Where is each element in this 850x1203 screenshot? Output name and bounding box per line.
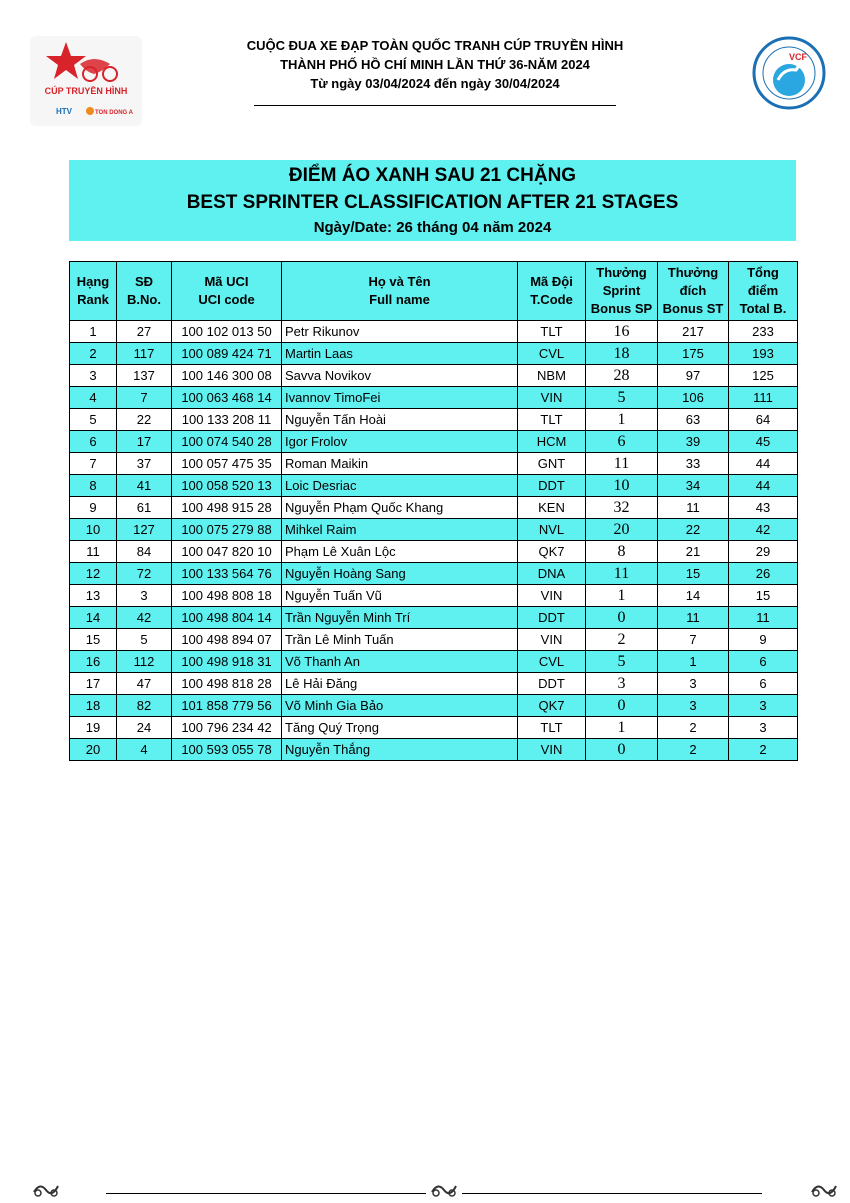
- column-header-full-name: [282, 262, 518, 321]
- bonus-sprint-cell: 18: [586, 343, 658, 365]
- total-cell: 233: [729, 321, 798, 343]
- event-title-line2: THÀNH PHỐ HỒ CHÍ MINH LẦN THỨ 36-NĂM 2024: [280, 57, 590, 72]
- rank-cell: 13: [70, 585, 117, 607]
- total-cell: 6: [729, 651, 798, 673]
- bonus-stage-cell: 7: [658, 629, 729, 651]
- rank-cell: 1: [70, 321, 117, 343]
- uci-code-cell: 100 058 520 13: [172, 475, 282, 497]
- bonus-sprint-cell: 1: [586, 409, 658, 431]
- column-header-line: Tổng: [747, 265, 779, 280]
- column-header-line: Bonus ST: [662, 301, 724, 316]
- bonus-stage-cell: 22: [658, 519, 729, 541]
- name-cell: Savva Novikov: [282, 365, 518, 387]
- bib-cell: 5: [117, 629, 172, 651]
- name-cell: Nguyễn Tuấn Vũ: [282, 585, 518, 607]
- bib-cell: 42: [117, 607, 172, 629]
- bib-cell: 24: [117, 717, 172, 739]
- table-row: [70, 629, 798, 651]
- bonus-sprint-cell: 1: [586, 585, 658, 607]
- total-cell: 9: [729, 629, 798, 651]
- table-row: [70, 673, 798, 695]
- column-header-line: Rank: [77, 292, 109, 307]
- bonus-sprint-cell: 3: [586, 673, 658, 695]
- bonus-stage-cell: 106: [658, 387, 729, 409]
- banner-title-vn: ĐIỂM ÁO XANH SAU 21 CHẶNG: [288, 165, 577, 186]
- team-cell: VIN: [518, 629, 586, 651]
- table-row: [70, 475, 798, 497]
- total-cell: 3: [729, 695, 798, 717]
- table-row: [70, 365, 798, 387]
- bib-cell: 7: [117, 387, 172, 409]
- name-cell: Nguyễn Hoàng Sang: [282, 563, 518, 585]
- column-header-team-code: [518, 262, 586, 321]
- column-header-bib-no: [117, 262, 172, 321]
- team-cell: GNT: [518, 453, 586, 475]
- bonus-sprint-cell: 1: [586, 717, 658, 739]
- banner-title-en: BEST SPRINTER CLASSIFICATION AFTER 21 STAGES: [186, 192, 679, 213]
- table-row: [70, 541, 798, 563]
- column-header-line: Total B.: [739, 301, 787, 316]
- team-cell: DNA: [518, 563, 586, 585]
- cyclist-mark-icon: [30, 1176, 64, 1198]
- rank-cell: 17: [70, 673, 117, 695]
- bonus-stage-cell: 3: [658, 673, 729, 695]
- bib-cell: 47: [117, 673, 172, 695]
- name-cell: Nguyễn Tấn Hoài: [282, 409, 518, 431]
- uci-code-cell: 100 047 820 10: [172, 541, 282, 563]
- table-row: [70, 739, 798, 761]
- event-title-block: [200, 36, 670, 93]
- column-header-line: Full name: [369, 292, 430, 307]
- column-header-uci-code: [172, 262, 282, 321]
- name-cell: Tăng Quý Trọng: [282, 717, 518, 739]
- rank-cell: 4: [70, 387, 117, 409]
- uci-code-cell: 100 074 540 28: [172, 431, 282, 453]
- name-cell: Nguyễn Phạm Quốc Khang: [282, 497, 518, 519]
- total-cell: 111: [729, 387, 798, 409]
- column-header-line: Hạng: [76, 274, 110, 289]
- bonus-sprint-cell: 16: [586, 321, 658, 343]
- table-row: [70, 695, 798, 717]
- table-row: [70, 651, 798, 673]
- name-cell: Lê Hải Đăng: [282, 673, 518, 695]
- total-cell: 6: [729, 673, 798, 695]
- table-row: [70, 585, 798, 607]
- bib-cell: 4: [117, 739, 172, 761]
- column-header-line: UCI code: [198, 292, 255, 307]
- bonus-sprint-cell: 28: [586, 365, 658, 387]
- classification-banner: [69, 160, 796, 241]
- total-cell: 2: [729, 739, 798, 761]
- total-cell: 44: [729, 475, 798, 497]
- bonus-stage-cell: 21: [658, 541, 729, 563]
- column-header-line: Bonus SP: [590, 301, 653, 316]
- name-cell: Võ Thanh An: [282, 651, 518, 673]
- team-cell: HCM: [518, 431, 586, 453]
- uci-code-cell: 100 133 564 76: [172, 563, 282, 585]
- name-cell: Ivannov TimoFei: [282, 387, 518, 409]
- total-cell: 26: [729, 563, 798, 585]
- column-header-bonus-stage: [658, 262, 729, 321]
- bonus-stage-cell: 11: [658, 497, 729, 519]
- rank-cell: 11: [70, 541, 117, 563]
- banner-date: Ngày/Date: 26 tháng 04 năm 2024: [313, 219, 552, 236]
- column-header-line: Mã Đội: [530, 274, 573, 289]
- rank-cell: 8: [70, 475, 117, 497]
- column-header-line: B.No.: [127, 292, 161, 307]
- team-cell: TLT: [518, 409, 586, 431]
- column-header-line: SĐ: [134, 274, 154, 289]
- bonus-stage-cell: 14: [658, 585, 729, 607]
- cyclist-mark-icon: [808, 1176, 842, 1198]
- team-cell: TLT: [518, 717, 586, 739]
- cyclist-mark-icon: [428, 1176, 462, 1198]
- column-header-total-bonus: [729, 262, 798, 321]
- name-cell: Mihkel Raim: [282, 519, 518, 541]
- team-cell: DDT: [518, 673, 586, 695]
- bonus-sprint-cell: 11: [586, 453, 658, 475]
- bib-cell: 17: [117, 431, 172, 453]
- total-cell: 125: [729, 365, 798, 387]
- uci-code-cell: 100 075 279 88: [172, 519, 282, 541]
- bonus-stage-cell: 11: [658, 607, 729, 629]
- uci-code-cell: 100 796 234 42: [172, 717, 282, 739]
- uci-code-cell: 100 063 468 14: [172, 387, 282, 409]
- table-row: [70, 519, 798, 541]
- team-cell: VIN: [518, 387, 586, 409]
- total-cell: 3: [729, 717, 798, 739]
- team-cell: DDT: [518, 475, 586, 497]
- uci-code-cell: 100 133 208 11: [172, 409, 282, 431]
- document-header: [0, 0, 850, 120]
- bib-cell: 27: [117, 321, 172, 343]
- bonus-stage-cell: 39: [658, 431, 729, 453]
- total-cell: 43: [729, 497, 798, 519]
- table-row: [70, 717, 798, 739]
- total-cell: 45: [729, 431, 798, 453]
- rank-cell: 3: [70, 365, 117, 387]
- event-date-range: Từ ngày 03/04/2024 đến ngày 30/04/2024: [310, 76, 560, 91]
- bonus-stage-cell: 63: [658, 409, 729, 431]
- event-title-line1: CUỘC ĐUA XE ĐẠP TOÀN QUỐC TRANH CÚP TRUYỀN HÌNH: [246, 38, 624, 53]
- team-cell: NVL: [518, 519, 586, 541]
- bonus-sprint-cell: 5: [586, 651, 658, 673]
- column-header-line: đích: [679, 283, 707, 298]
- bib-cell: 61: [117, 497, 172, 519]
- bonus-stage-cell: 15: [658, 563, 729, 585]
- name-cell: Loic Desriac: [282, 475, 518, 497]
- logo-right-text: VCF: [789, 52, 807, 62]
- team-cell: VIN: [518, 739, 586, 761]
- column-header-bonus-sprint: [586, 262, 658, 321]
- column-header-line: Họ và Tên: [368, 274, 431, 289]
- footer-divider-right: [462, 1193, 762, 1194]
- bonus-stage-cell: 3: [658, 695, 729, 717]
- uci-code-cell: 100 498 915 28: [172, 497, 282, 519]
- bonus-sprint-cell: 0: [586, 739, 658, 761]
- team-cell: KEN: [518, 497, 586, 519]
- uci-code-cell: 100 498 894 07: [172, 629, 282, 651]
- bib-cell: 41: [117, 475, 172, 497]
- sprinter-classification-table: [69, 261, 798, 761]
- column-header-line: Sprint: [602, 283, 641, 298]
- bib-cell: 117: [117, 343, 172, 365]
- table-row: [70, 387, 798, 409]
- bonus-stage-cell: 33: [658, 453, 729, 475]
- bonus-sprint-cell: 6: [586, 431, 658, 453]
- column-header-rank: [70, 262, 117, 321]
- uci-code-cell: 100 057 475 35: [172, 453, 282, 475]
- bonus-sprint-cell: 5: [586, 387, 658, 409]
- team-cell: CVL: [518, 343, 586, 365]
- uci-code-cell: 100 498 804 14: [172, 607, 282, 629]
- table-row: [70, 497, 798, 519]
- name-cell: Igor Frolov: [282, 431, 518, 453]
- table-row: [70, 321, 798, 343]
- uci-code-cell: 100 089 424 71: [172, 343, 282, 365]
- name-cell: Petr Rikunov: [282, 321, 518, 343]
- name-cell: Martin Laas: [282, 343, 518, 365]
- uci-code-cell: 100 146 300 08: [172, 365, 282, 387]
- rank-cell: 7: [70, 453, 117, 475]
- name-cell: Nguyễn Thắng: [282, 739, 518, 761]
- uci-code-cell: 101 858 779 56: [172, 695, 282, 717]
- bonus-sprint-cell: 10: [586, 475, 658, 497]
- vcf-cycling-logo: [752, 36, 826, 110]
- bonus-stage-cell: 2: [658, 739, 729, 761]
- rank-cell: 15: [70, 629, 117, 651]
- team-cell: VIN: [518, 585, 586, 607]
- column-header-line: điểm: [747, 283, 779, 298]
- footer-divider-left: [106, 1193, 426, 1194]
- total-cell: 193: [729, 343, 798, 365]
- table-row: [70, 453, 798, 475]
- team-cell: DDT: [518, 607, 586, 629]
- uci-code-cell: 100 593 055 78: [172, 739, 282, 761]
- total-cell: 44: [729, 453, 798, 475]
- table-row: [70, 431, 798, 453]
- total-cell: 64: [729, 409, 798, 431]
- team-cell: NBM: [518, 365, 586, 387]
- rank-cell: 10: [70, 519, 117, 541]
- table-header-row: [70, 262, 798, 321]
- bonus-stage-cell: 1: [658, 651, 729, 673]
- bonus-sprint-cell: 11: [586, 563, 658, 585]
- bonus-sprint-cell: 0: [586, 695, 658, 717]
- table-row: [70, 607, 798, 629]
- bonus-sprint-cell: 32: [586, 497, 658, 519]
- bib-cell: 22: [117, 409, 172, 431]
- bib-cell: 37: [117, 453, 172, 475]
- total-cell: 42: [729, 519, 798, 541]
- table-row: [70, 563, 798, 585]
- rank-cell: 19: [70, 717, 117, 739]
- name-cell: Roman Maikin: [282, 453, 518, 475]
- rank-cell: 6: [70, 431, 117, 453]
- column-header-line: Thưởng: [667, 265, 719, 280]
- cup-truyen-hinh-logo: [30, 36, 142, 126]
- bib-cell: 72: [117, 563, 172, 585]
- bib-cell: 3: [117, 585, 172, 607]
- bonus-sprint-cell: 8: [586, 541, 658, 563]
- bonus-sprint-cell: 20: [586, 519, 658, 541]
- uci-code-cell: 100 498 808 18: [172, 585, 282, 607]
- total-cell: 11: [729, 607, 798, 629]
- rank-cell: 16: [70, 651, 117, 673]
- logo-left-sponsor-htv: HTV: [56, 107, 72, 116]
- name-cell: Trần Lê Minh Tuấn: [282, 629, 518, 651]
- uci-code-cell: 100 102 013 50: [172, 321, 282, 343]
- bonus-sprint-cell: 0: [586, 607, 658, 629]
- bib-cell: 82: [117, 695, 172, 717]
- rank-cell: 5: [70, 409, 117, 431]
- bib-cell: 127: [117, 519, 172, 541]
- column-header-line: Thưởng: [596, 265, 647, 280]
- bonus-stage-cell: 34: [658, 475, 729, 497]
- uci-code-cell: 100 498 818 28: [172, 673, 282, 695]
- rank-cell: 2: [70, 343, 117, 365]
- bonus-stage-cell: 175: [658, 343, 729, 365]
- uci-code-cell: 100 498 918 31: [172, 651, 282, 673]
- bonus-stage-cell: 217: [658, 321, 729, 343]
- rank-cell: 20: [70, 739, 117, 761]
- bib-cell: 84: [117, 541, 172, 563]
- bonus-stage-cell: 2: [658, 717, 729, 739]
- bonus-sprint-cell: 2: [586, 629, 658, 651]
- rank-cell: 9: [70, 497, 117, 519]
- bonus-stage-cell: 97: [658, 365, 729, 387]
- column-header-line: Mã UCI: [204, 274, 249, 289]
- team-cell: TLT: [518, 321, 586, 343]
- name-cell: Phạm Lê Xuân Lộc: [282, 541, 518, 563]
- rank-cell: 12: [70, 563, 117, 585]
- header-divider: [254, 105, 616, 106]
- table-row: [70, 409, 798, 431]
- bib-cell: 112: [117, 651, 172, 673]
- logo-left-sponsor-tondonga: TON DONG A: [94, 110, 134, 116]
- team-cell: QK7: [518, 541, 586, 563]
- team-cell: QK7: [518, 695, 586, 717]
- team-cell: CVL: [518, 651, 586, 673]
- logo-left-title: CÚP TRUYỀN HÌNH: [44, 86, 128, 96]
- total-cell: 29: [729, 541, 798, 563]
- total-cell: 15: [729, 585, 798, 607]
- rank-cell: 14: [70, 607, 117, 629]
- rank-cell: 18: [70, 695, 117, 717]
- name-cell: Trần Nguyễn Minh Trí: [282, 607, 518, 629]
- column-header-line: T.Code: [530, 292, 573, 307]
- name-cell: Võ Minh Gia Bảo: [282, 695, 518, 717]
- bib-cell: 137: [117, 365, 172, 387]
- table-row: [70, 343, 798, 365]
